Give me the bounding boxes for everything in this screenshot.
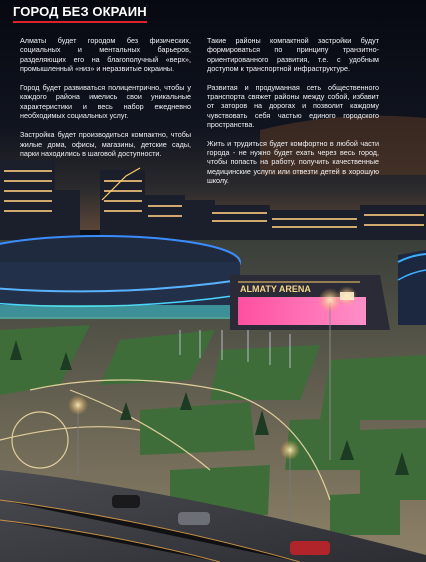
page-heading: ГОРОД БЕЗ ОКРАИН <box>13 4 147 23</box>
almaty-arena-building <box>230 275 390 330</box>
paragraph: Алматы будет городом без физических, социальных и ментальных барьеров, разделяющих его на благополучный «верх», промышленный «низ» и неразвитые окраины. <box>20 36 191 73</box>
paragraph: Застройка будет производиться компактно, чтобы жилые дома, офисы, магазины, детские сады, парки находились в шаговой доступности. <box>20 130 191 158</box>
arena-right-dome <box>398 250 426 325</box>
arena-left-dome <box>0 235 240 319</box>
paragraph: Город будет развиваться полицентрично, чтобы у каждого района имелись свои уникальные характеристики и весь набор ежедневно необходимых социальных услуг. <box>20 83 191 121</box>
paragraph: Такие районы компактной застройки будут формироваться по принципу транзитно-ориентированного развития, т.е. с удобным доступом к транспортной инфраструктуре. <box>207 36 379 73</box>
paragraph: Развитая и продуманная сеть общественного транспорта свяжет районы между собой, избавит от заторов на дорогах и позволит каждому чувствовать себя частью единого городского пространства. <box>207 82 379 129</box>
arena-sign-text: ALMATY ARENA <box>240 284 311 294</box>
text-column-right <box>207 36 379 195</box>
paragraph: Жить и трудиться будет комфортно в любой части города - не нужно будет ехать через весь город, чтобы попасть на работу, получить качественные медицинские услуги или отвезти детей в хорошую школу. <box>207 138 379 186</box>
text-column-left <box>20 36 191 168</box>
